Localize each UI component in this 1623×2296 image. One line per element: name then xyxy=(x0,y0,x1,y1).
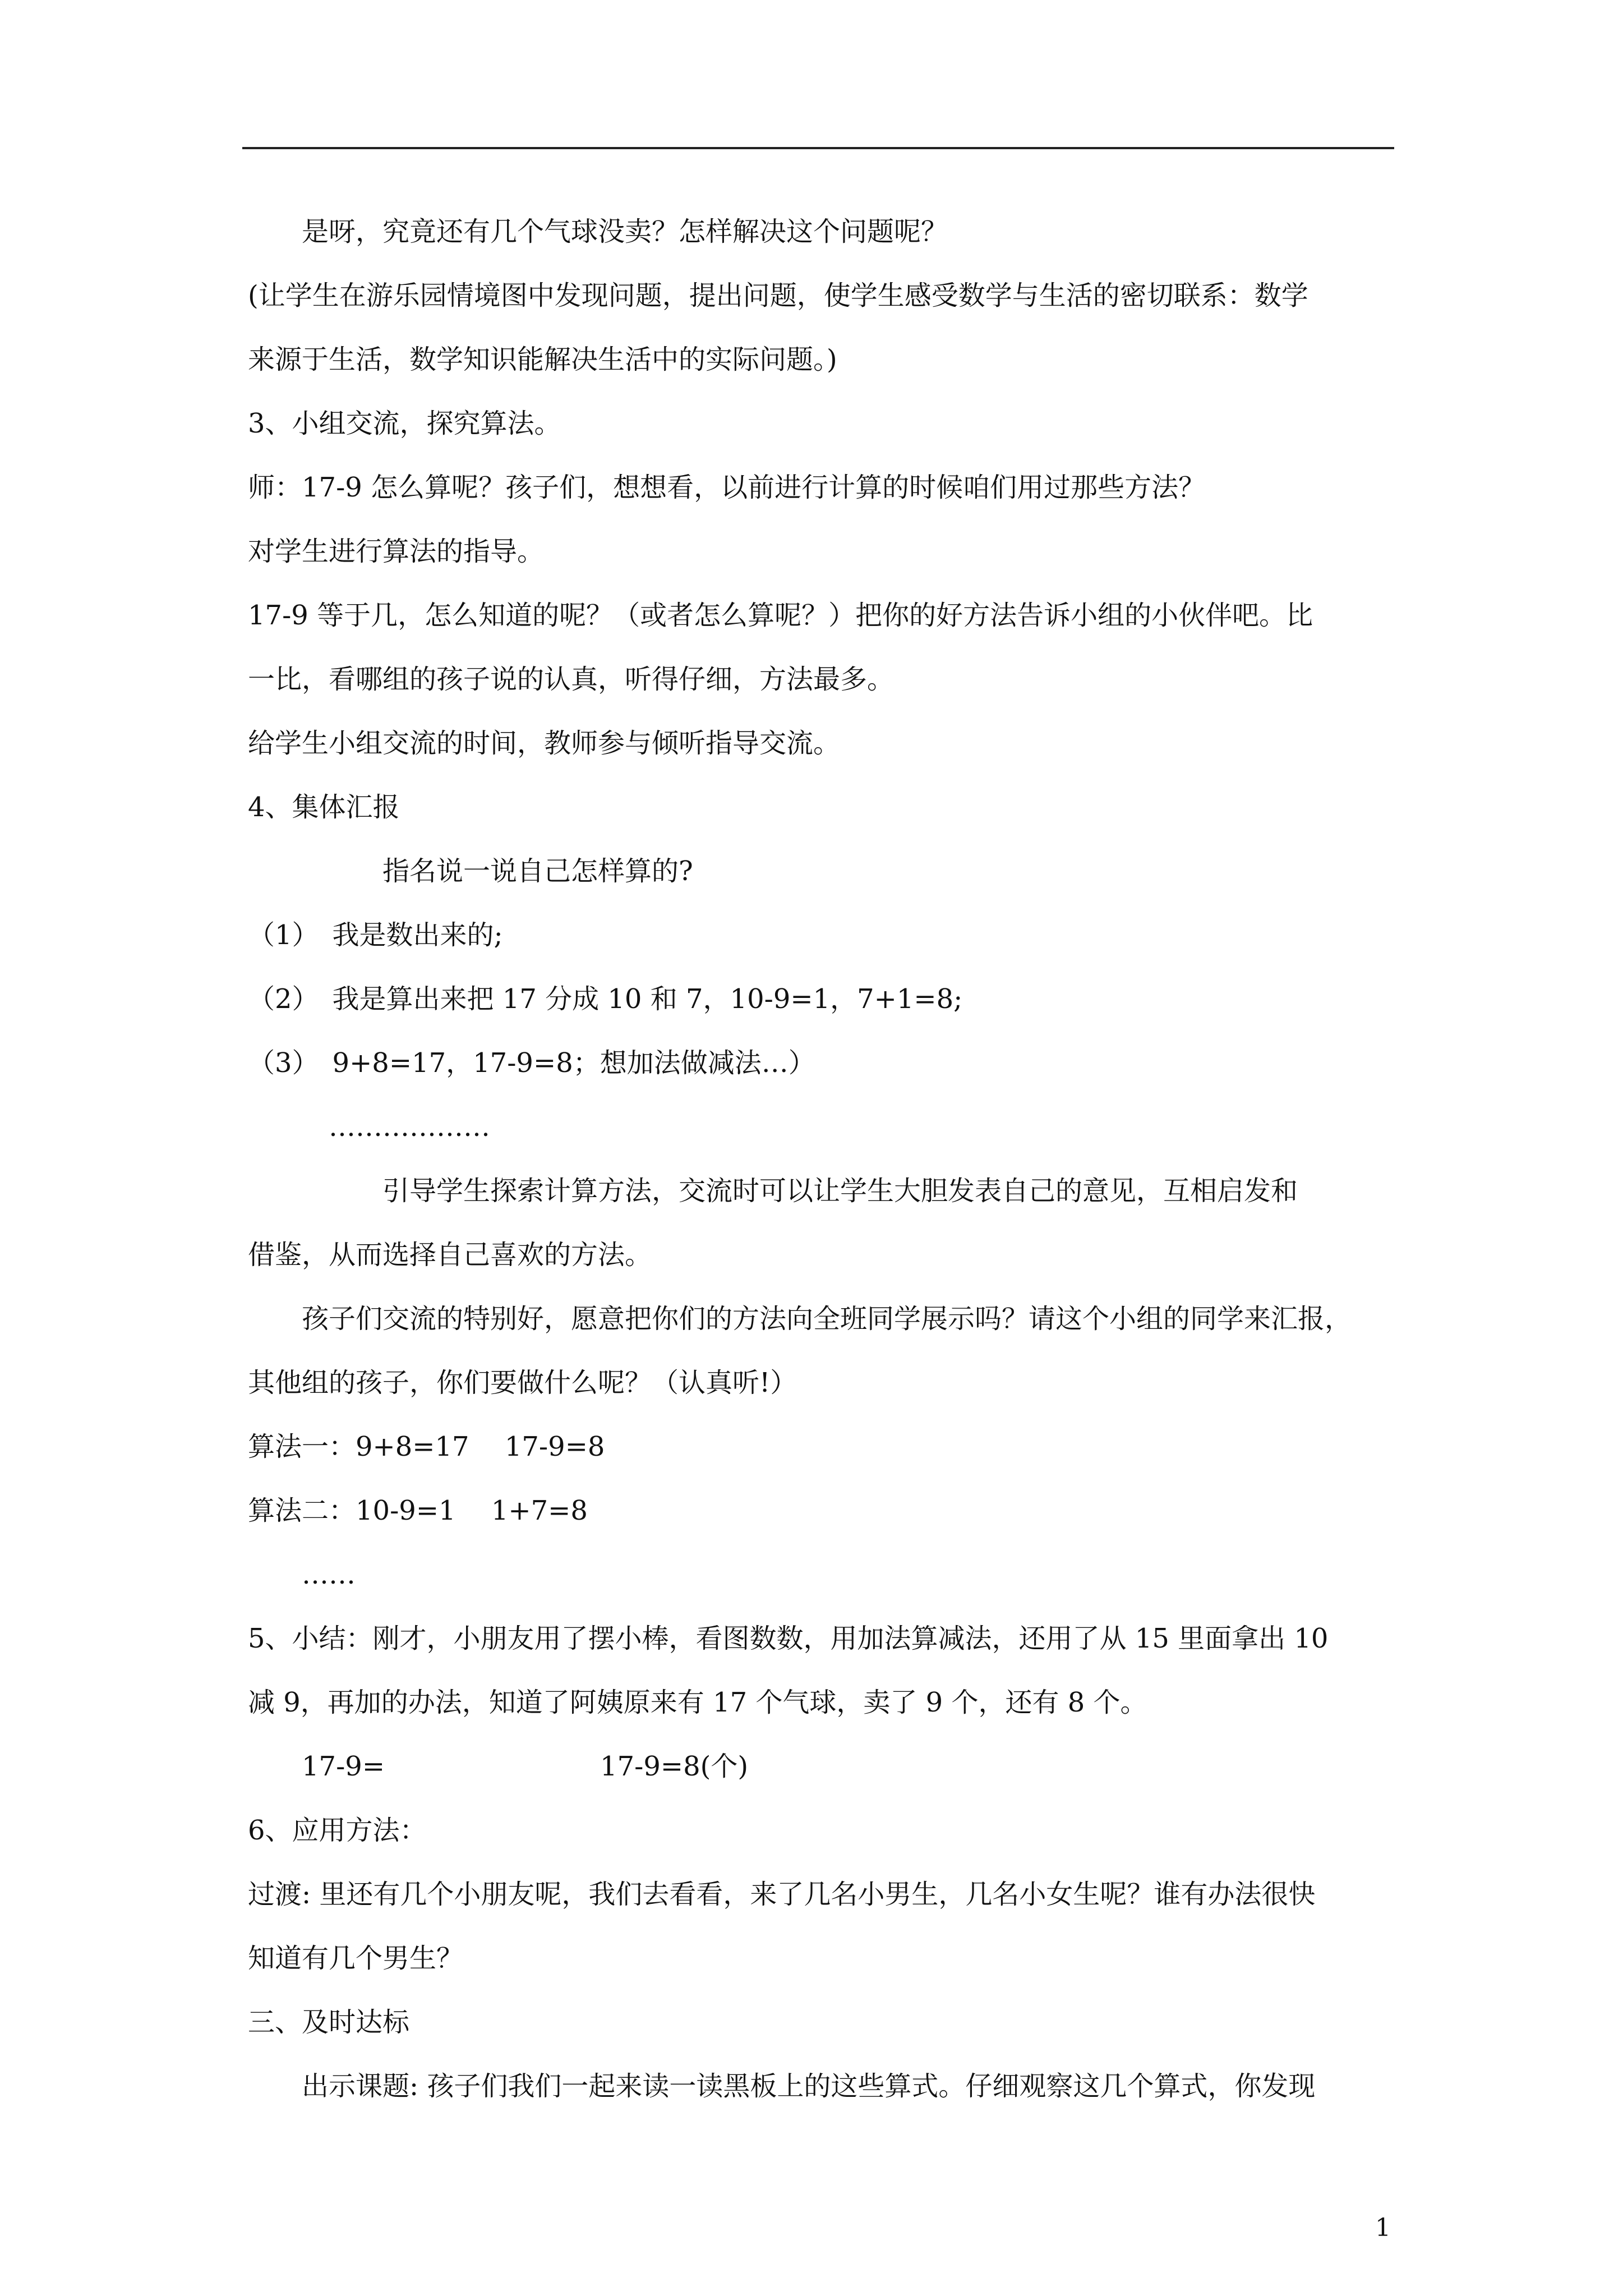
page-number: 1 xyxy=(1375,2214,1391,2242)
header-rule xyxy=(242,147,1394,149)
text-line: 借鉴，从而选择自己喜欢的方法。 xyxy=(248,1239,652,1271)
text-line: 其他组的孩子，你们要做什么呢？（认真听!） xyxy=(248,1367,797,1398)
text-line: ……………… xyxy=(248,1111,491,1143)
text-line: 引导学生探索计算方法，交流时可以让学生大胆发表自己的意见，互相启发和 xyxy=(248,1175,1298,1207)
text-line: …… xyxy=(248,1559,356,1590)
text-line: 5、小结：刚才，小朋友用了摆小棒，看图数数，用加法算减法，还用了从 15 里面拿出 10 xyxy=(248,1623,1329,1654)
text-line: 4、集体汇报 xyxy=(248,792,400,823)
text-line: （3） 9+8=17，17-9=8；想加法做减法…） xyxy=(248,1047,815,1079)
text-line: 给学生小组交流的时间，教师参与倾听指导交流。 xyxy=(248,728,841,759)
text-line: （2） 我是算出来把 17 分成 10 和 7，10-9=1，7+1=8; xyxy=(248,983,963,1015)
text-line: 17-9= 17-9=8(个) xyxy=(248,1751,749,1782)
text-line: 来源于生活，数学知识能解决生活中的实际问题。) xyxy=(248,344,837,375)
text-line: 算法一：9+8=17 17-9=8 xyxy=(248,1431,605,1462)
text-line: （1） 我是数出来的; xyxy=(248,919,503,951)
text-line: 师：17-9 怎么算呢？孩子们，想想看，以前进行计算的时候咱们用过那些方法？ xyxy=(248,472,1206,503)
text-line: 算法二：10-9=1 1+7=8 xyxy=(248,1495,588,1526)
text-line: 出示课题: 孩子们我们一起来读一读黑板上的这些算式。仔细观察这几个算式，你发现 xyxy=(248,2070,1316,2102)
text-line: 对学生进行算法的指导。 xyxy=(248,536,545,567)
text-line: 三、及时达标 xyxy=(248,2007,410,2038)
text-line: (让学生在游乐园情境图中发现问题，提出问题，使学生感受数学与生活的密切联系：数学 xyxy=(248,280,1308,311)
text-line: 孩子们交流的特别好，愿意把你们的方法向全班同学展示吗？请这个小组的同学来汇报， xyxy=(248,1303,1352,1335)
text-line: 减 9，再加的办法，知道了阿姨原来有 17 个气球，卖了 9 个，还有 8 个。 xyxy=(248,1687,1147,1718)
text-line: 知道有几个男生？ xyxy=(248,1943,464,1974)
text-line: 是呀，究竟还有几个气球没卖？怎样解决这个问题呢？ xyxy=(248,216,948,247)
text-line: 6、应用方法： xyxy=(248,1815,427,1846)
text-line: 过渡: 里还有几个小朋友呢，我们去看看，来了几名小男生，几名小女生呢？谁有办法很快 xyxy=(248,1879,1316,1910)
text-line: 3、小组交流，探究算法。 xyxy=(248,408,561,439)
text-line: 一比，看哪组的孩子说的认真，听得仔细，方法最多。 xyxy=(248,664,895,695)
text-line: 指名说一说自己怎样算的? xyxy=(248,855,693,887)
text-line: 17-9 等于几，怎么知道的呢？（或者怎么算呢？）把你的好方法告诉小组的小伙伴吧。比 xyxy=(248,600,1313,631)
